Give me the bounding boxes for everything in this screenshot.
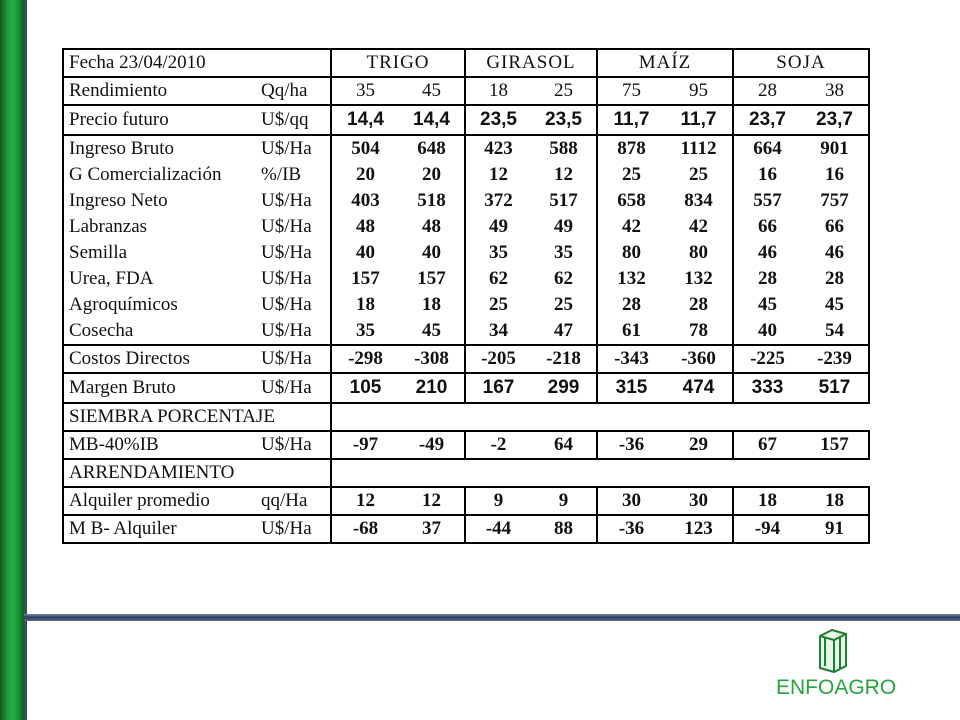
value-cell: 45 bbox=[399, 318, 465, 345]
value-cell: 67 bbox=[733, 431, 801, 459]
value-cell: -360 bbox=[665, 345, 733, 373]
table-row bbox=[63, 431, 869, 459]
row-unit: U$/Ha bbox=[259, 373, 331, 403]
value-cell: 11,7 bbox=[665, 105, 733, 135]
value-cell: 9 bbox=[465, 487, 531, 515]
value-cell: 372 bbox=[465, 188, 531, 214]
value-cell: 16 bbox=[801, 162, 869, 188]
value-cell: 28 bbox=[733, 266, 801, 292]
value-cell: 14,4 bbox=[331, 105, 399, 135]
value-cell: 54 bbox=[801, 318, 869, 345]
value-cell: -36 bbox=[597, 431, 665, 459]
row-unit: U$/Ha bbox=[259, 135, 331, 162]
value-cell: 517 bbox=[549, 190, 578, 211]
value-cell: 42 bbox=[689, 216, 708, 237]
value-cell: -94 bbox=[733, 515, 801, 543]
value-cell: 37 bbox=[399, 515, 465, 543]
value-cell: 878 bbox=[597, 135, 665, 162]
value-cell: 35 bbox=[331, 77, 399, 105]
value-cell: -36 bbox=[597, 515, 665, 543]
crop-header: GIRASOL bbox=[465, 49, 597, 77]
value-cell: -68 bbox=[331, 515, 399, 543]
value-cell: -97 bbox=[331, 431, 399, 459]
row-label: Rendimiento bbox=[63, 77, 259, 105]
value-cell: -49 bbox=[399, 431, 465, 459]
value-cell: 23,7 bbox=[801, 105, 869, 135]
row-label: Alquiler promedio bbox=[63, 487, 259, 515]
value-cell: 91 bbox=[801, 515, 869, 543]
row-unit: U$/Ha bbox=[259, 188, 331, 214]
value-cell: 157 bbox=[331, 266, 399, 292]
value-cell: 48 bbox=[331, 214, 399, 240]
value-cell: 28 bbox=[689, 294, 708, 315]
table-row bbox=[63, 373, 869, 403]
value-cell: 517 bbox=[801, 373, 869, 403]
value-cell: 35 bbox=[465, 240, 531, 266]
row-label: Urea, FDA bbox=[63, 266, 259, 292]
value-cell: 40 bbox=[422, 242, 441, 263]
value-cell: 95 bbox=[665, 77, 733, 105]
table-row bbox=[63, 345, 869, 373]
value-cell: 658 bbox=[597, 188, 665, 214]
row-unit: U$/Ha bbox=[259, 345, 331, 373]
value-cell: 664 bbox=[733, 135, 801, 162]
value-cell: 14,4 bbox=[399, 105, 465, 135]
value-cell: 28 bbox=[733, 77, 801, 105]
value-cell: 23,5 bbox=[531, 105, 597, 135]
value-cell: 25 bbox=[465, 292, 531, 318]
table-row bbox=[63, 318, 869, 345]
table-row bbox=[63, 292, 869, 318]
value-cell: 38 bbox=[801, 77, 869, 105]
row-label: Labranzas bbox=[63, 214, 259, 240]
value-cell: 167 bbox=[465, 373, 531, 403]
value-cell: 648 bbox=[417, 138, 446, 159]
section-row bbox=[63, 403, 869, 431]
value-cell: 18 bbox=[801, 487, 869, 515]
value-cell: 11,7 bbox=[597, 105, 665, 135]
value-cell: -218 bbox=[531, 345, 597, 373]
value-cell: 40 bbox=[733, 318, 801, 345]
value-cell: 12 bbox=[331, 487, 399, 515]
value-cell: 157 bbox=[417, 268, 446, 289]
value-cell: 333 bbox=[733, 373, 801, 403]
value-cell: 25 bbox=[689, 164, 708, 185]
value-cell: 423 bbox=[465, 135, 531, 162]
row-unit: Qq/ha bbox=[259, 77, 331, 105]
value-cell: 47 bbox=[531, 318, 597, 345]
value-cell: 105 bbox=[331, 373, 399, 403]
value-cell: 30 bbox=[665, 487, 733, 515]
value-cell: 34 bbox=[465, 318, 531, 345]
table-row bbox=[63, 188, 869, 214]
enfoagro-logo-text: ENFOAGRO bbox=[776, 676, 897, 699]
value-cell: 588 bbox=[549, 138, 578, 159]
value-cell: -2 bbox=[465, 431, 531, 459]
value-cell: 210 bbox=[399, 373, 465, 403]
row-label: M B- Alquiler bbox=[63, 515, 259, 543]
crop-header: SOJA bbox=[733, 49, 869, 77]
row-label: Ingreso Bruto bbox=[63, 135, 259, 162]
value-cell: 16 bbox=[733, 162, 801, 188]
value-cell: 66 bbox=[733, 214, 801, 240]
row-unit: %/IB bbox=[259, 162, 331, 188]
value-cell: 78 bbox=[665, 318, 733, 345]
value-cell: 157 bbox=[801, 431, 869, 459]
row-unit: qq/Ha bbox=[259, 487, 331, 515]
value-cell: 30 bbox=[597, 487, 665, 515]
row-label: Cosecha bbox=[63, 318, 259, 345]
value-cell: 12 bbox=[554, 164, 573, 185]
table-row bbox=[63, 240, 869, 266]
value-cell: 315 bbox=[597, 373, 665, 403]
row-label: Ingreso Neto bbox=[63, 188, 259, 214]
row-unit: U$/Ha bbox=[259, 214, 331, 240]
row-label: G Comercialización bbox=[63, 162, 259, 188]
table-row bbox=[63, 135, 869, 162]
value-cell: 61 bbox=[597, 318, 665, 345]
header-row bbox=[63, 49, 869, 77]
table-row bbox=[63, 487, 869, 515]
bottom-divider bbox=[24, 614, 960, 621]
value-cell: 757 bbox=[801, 188, 869, 214]
value-cell: 40 bbox=[331, 240, 399, 266]
data-table bbox=[62, 48, 870, 544]
row-label: Precio futuro bbox=[63, 105, 259, 135]
value-cell: 66 bbox=[801, 214, 869, 240]
value-cell: 18 bbox=[465, 77, 531, 105]
value-cell: 48 bbox=[422, 216, 441, 237]
table-row bbox=[63, 214, 869, 240]
table-row bbox=[63, 105, 869, 135]
table-row bbox=[63, 266, 869, 292]
value-cell: 25 bbox=[597, 162, 665, 188]
value-cell: 45 bbox=[733, 292, 801, 318]
section-title-siembra: SIEMBRA PORCENTAJE bbox=[63, 403, 331, 431]
crop-header: MAÍZ bbox=[597, 49, 733, 77]
table-row bbox=[63, 162, 869, 188]
margin-table bbox=[62, 48, 868, 541]
value-cell: 49 bbox=[465, 214, 531, 240]
value-cell: 504 bbox=[331, 135, 399, 162]
value-cell: 901 bbox=[801, 135, 869, 162]
value-cell: 834 bbox=[684, 190, 713, 211]
value-cell: 45 bbox=[801, 292, 869, 318]
value-cell: 23,7 bbox=[733, 105, 801, 135]
value-cell: -298 bbox=[331, 345, 399, 373]
row-unit: U$/qq bbox=[259, 105, 331, 135]
value-cell: 132 bbox=[597, 266, 665, 292]
section-blank bbox=[331, 403, 869, 431]
value-cell: 75 bbox=[597, 77, 665, 105]
section-row bbox=[63, 459, 869, 487]
left-bar-edge bbox=[24, 0, 27, 720]
value-cell: 35 bbox=[331, 318, 399, 345]
row-label: Costos Directos bbox=[63, 345, 259, 373]
value-cell: 299 bbox=[531, 373, 597, 403]
value-cell: 12 bbox=[399, 487, 465, 515]
value-cell: 18 bbox=[733, 487, 801, 515]
value-cell: -44 bbox=[465, 515, 531, 543]
value-cell: 1112 bbox=[680, 138, 717, 159]
value-cell: -239 bbox=[801, 345, 869, 373]
value-cell: 23,5 bbox=[465, 105, 531, 135]
value-cell: 18 bbox=[331, 292, 399, 318]
row-unit: U$/Ha bbox=[259, 240, 331, 266]
value-cell: 123 bbox=[665, 515, 733, 543]
value-cell: 20 bbox=[422, 164, 441, 185]
value-cell: 132 bbox=[684, 268, 713, 289]
date-label: Fecha 23/04/2010 bbox=[63, 49, 331, 77]
crop-header: TRIGO bbox=[331, 49, 465, 77]
value-cell: 25 bbox=[531, 77, 597, 105]
value-cell: 12 bbox=[465, 162, 531, 188]
value-cell: 80 bbox=[597, 240, 665, 266]
value-cell: 80 bbox=[689, 242, 708, 263]
row-label: Agroquímicos bbox=[63, 292, 259, 318]
table-row bbox=[63, 77, 869, 105]
value-cell: 9 bbox=[531, 487, 597, 515]
row-unit: U$/Ha bbox=[259, 266, 331, 292]
value-cell: 45 bbox=[399, 77, 465, 105]
section-blank bbox=[331, 459, 869, 487]
row-unit: U$/Ha bbox=[259, 318, 331, 345]
value-cell: 518 bbox=[417, 190, 446, 211]
value-cell: 64 bbox=[531, 431, 597, 459]
value-cell: 62 bbox=[465, 266, 531, 292]
row-unit: U$/Ha bbox=[259, 292, 331, 318]
value-cell: 46 bbox=[733, 240, 801, 266]
row-label: Semilla bbox=[63, 240, 259, 266]
row-label: MB-40%IB bbox=[63, 431, 259, 459]
value-cell: 28 bbox=[801, 266, 869, 292]
value-cell: -308 bbox=[399, 345, 465, 373]
value-cell: 557 bbox=[733, 188, 801, 214]
value-cell: 42 bbox=[597, 214, 665, 240]
value-cell: 46 bbox=[801, 240, 869, 266]
value-cell: 474 bbox=[665, 373, 733, 403]
value-cell: 62 bbox=[554, 268, 573, 289]
value-cell: 35 bbox=[554, 242, 573, 263]
value-cell: 88 bbox=[531, 515, 597, 543]
row-unit: U$/Ha bbox=[259, 431, 331, 459]
value-cell: 25 bbox=[554, 294, 573, 315]
value-cell: 20 bbox=[331, 162, 399, 188]
table-row bbox=[63, 515, 869, 543]
value-cell: 18 bbox=[422, 294, 441, 315]
value-cell: 29 bbox=[665, 431, 733, 459]
value-cell: 49 bbox=[554, 216, 573, 237]
value-cell: -205 bbox=[465, 345, 531, 373]
row-label: Margen Bruto bbox=[63, 373, 259, 403]
value-cell: 403 bbox=[331, 188, 399, 214]
value-cell: 28 bbox=[597, 292, 665, 318]
value-cell: -225 bbox=[733, 345, 801, 373]
row-unit: U$/Ha bbox=[259, 515, 331, 543]
left-accent-bar bbox=[0, 0, 24, 720]
section-title-arrendamiento: ARRENDAMIENTO bbox=[63, 459, 331, 487]
value-cell: -343 bbox=[597, 345, 665, 373]
